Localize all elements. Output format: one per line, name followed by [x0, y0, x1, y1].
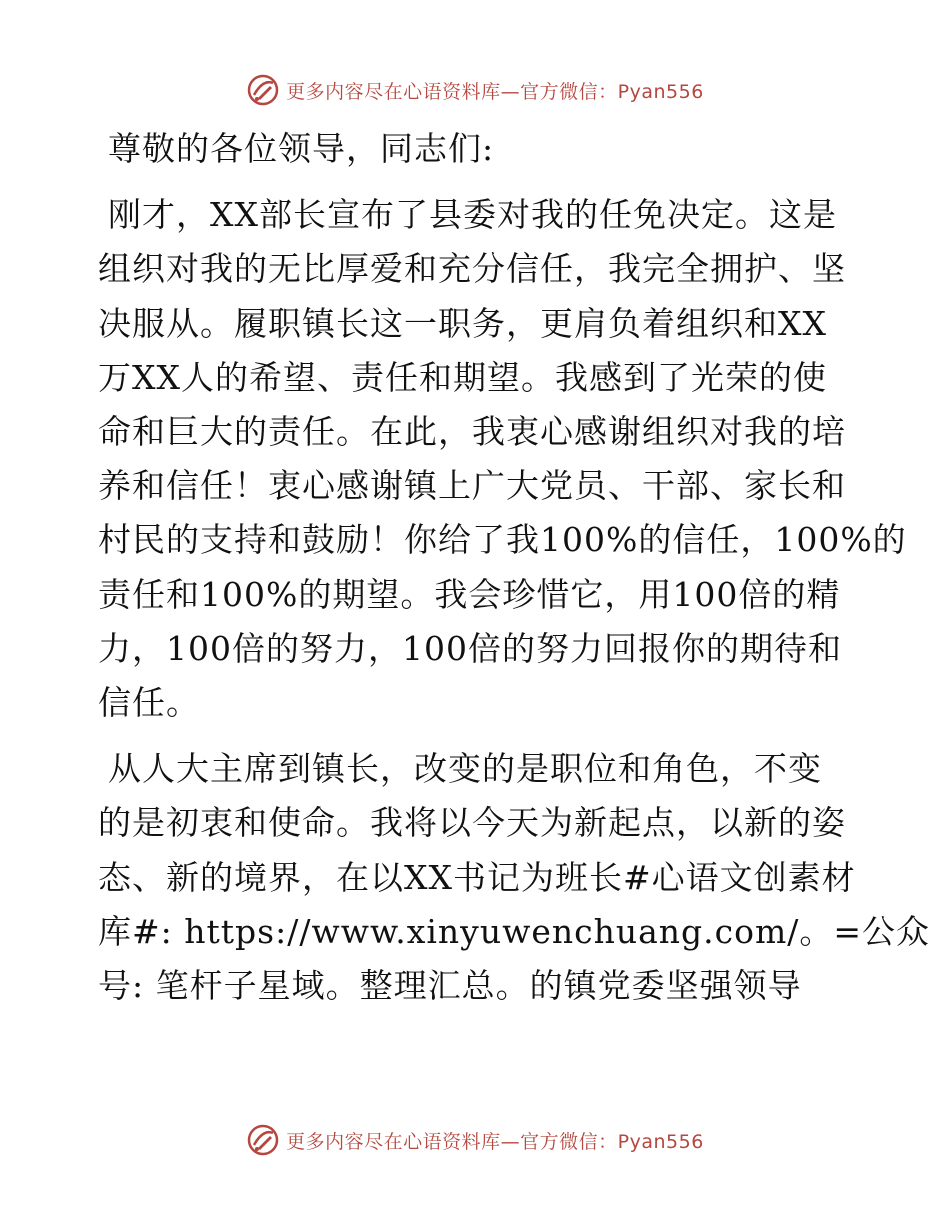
pen-logo-icon	[246, 1123, 280, 1157]
footer-watermark-text: 更多内容尽在心语资料库—官方微信：Pyan556	[286, 1130, 704, 1153]
paragraph-1-line: 力，100倍的努力，100倍的努力回报你的期待和	[98, 628, 842, 668]
paragraph-1	[98, 188, 907, 730]
paragraph-1-line: 命和巨大的责任。在此，我衷心感谢组织对我的培	[98, 412, 846, 452]
paragraph-2-line: 号: 笔杆子星域。整理汇总。的镇党委坚强领导	[98, 966, 802, 1006]
paragraph-1-line: 刚才，XX部长宣布了县委对我的任免决定。这是	[108, 195, 837, 235]
paragraph-1-line: 决服从。履职镇长这一职务，更肩负着组织和XX	[98, 303, 827, 343]
paragraph-2-line: 的是初衷和使命。我将以今天为新起点，以新的姿	[98, 803, 846, 843]
header-watermark	[0, 70, 950, 110]
paragraph-2-line: 态、新的境界，在以XX书记为班长#心语文创素材	[98, 857, 856, 897]
paragraph-2-line: 库#: https://www.xinyuwenchuang.com/。=公众	[98, 911, 931, 951]
footer-watermark	[0, 1120, 950, 1160]
paragraph-1-line: 信任。	[98, 683, 200, 723]
paragraph-1-line: 万XX人的希望、责任和期望。我感到了光荣的使	[98, 357, 827, 397]
paragraph-1-line: 村民的支持和鼓励！你给了我100%的信任，100%的	[98, 520, 907, 560]
pen-logo-icon	[246, 73, 280, 107]
greeting: 尊敬的各位领导，同志们:	[108, 129, 495, 168]
paragraph-1-line: 责任和100%的期望。我会珍惜它，用100倍的精	[98, 574, 841, 614]
document-body	[98, 122, 931, 1013]
paragraph-2	[98, 742, 931, 1013]
footer-wechat-id: Pyan556	[617, 1130, 704, 1153]
paragraph-1-line: 养和信任！衷心感谢镇上广大党员、干部、家长和	[98, 466, 846, 506]
header-watermark-text: 更多内容尽在心语资料库—官方微信：Pyan556	[286, 80, 704, 103]
paragraph-2-line: 从人大主席到镇长，改变的是职位和角色，不变	[108, 749, 822, 789]
header-wechat-id: Pyan556	[617, 80, 704, 103]
paragraph-1-line: 组织对我的无比厚爱和充分信任，我完全拥护、坚	[98, 249, 846, 289]
